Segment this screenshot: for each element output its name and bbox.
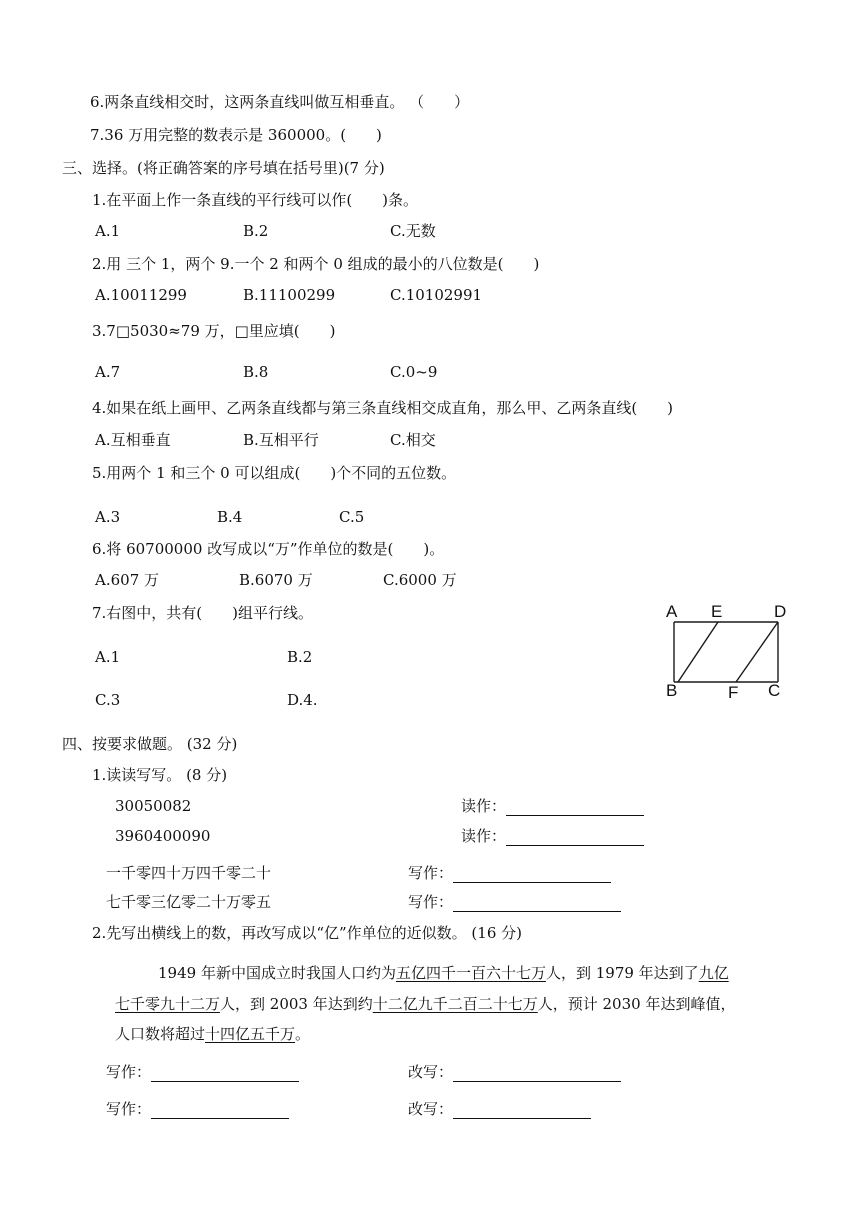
s3-q6-stem: 6.将 60700000 改写成以“万”作单位的数是( )。 — [92, 540, 445, 558]
s3-q6-option-a: A.607 万 — [95, 571, 159, 589]
answer-blank-p2-rewrite-1[interactable] — [453, 1065, 621, 1082]
s4-p1-write-1 — [408, 863, 611, 883]
paragraph-text: 。 — [295, 1025, 311, 1043]
s3-q3-option-b: B.8 — [243, 363, 269, 381]
s3-q1-stem: 1.在平面上作一条直线的平行线可以作( )条。 — [92, 191, 419, 209]
write-label: 写作： — [106, 1063, 152, 1081]
s3-q5-stem: 5.用两个 1 和三个 0 可以组成( )个不同的五位数。 — [92, 464, 457, 482]
s4-p1-words-1: 一千零四十万四千零二十 — [106, 864, 272, 882]
s3-q2-stem: 2.用 三个 1，两个 9.一个 2 和两个 0 组成的最小的八位数是( ) — [92, 255, 540, 273]
s3-q2-option-c: C.10102991 — [390, 286, 483, 304]
figure-label-b: B — [666, 681, 678, 700]
paragraph-text: 人，预计 2030 年达到峰值， — [537, 995, 736, 1013]
s4-p2-paragraph-line-3 — [115, 1024, 310, 1044]
figure-label-d: D — [774, 602, 787, 621]
s4-p1-write-2 — [408, 892, 621, 912]
s3-q3-option-a: A.7 — [95, 363, 121, 381]
s4-p1-title: 1.读读写写。 (8 分) — [92, 766, 228, 784]
s3-q1-option-c: C.无数 — [390, 222, 436, 240]
s3-q6-option-b: B.6070 万 — [239, 571, 313, 589]
s4-p2-title: 2.先写出横线上的数，再改写成以“亿”作单位的近似数。 (16 分) — [92, 924, 522, 942]
s3-q1-option-a: A.1 — [95, 222, 121, 240]
judge-q7: 7.36 万用完整的数表示是 360000。( ) — [90, 126, 382, 144]
figure-label-f: F — [728, 683, 739, 700]
s3-q3-stem: 3.7□5030≈79 万，□里应填( ) — [92, 322, 336, 340]
s4-p1-words-2: 七千零三亿零二十万零五 — [106, 893, 272, 911]
underlined-number-3: 十二亿九千二百二十七万 — [372, 995, 538, 1013]
read-label: 读作： — [461, 827, 507, 845]
s3-q5-option-a: A.3 — [95, 508, 121, 526]
s3-q7-option-c: C.3 — [95, 691, 121, 709]
figure-label-a: A — [666, 602, 678, 621]
answer-blank-write-1[interactable] — [453, 866, 611, 883]
write-label: 写作： — [106, 1100, 152, 1118]
s3-q2-option-b: B.11100299 — [243, 286, 336, 304]
s4-p1-read-2 — [461, 826, 644, 846]
paragraph-text: 人口数将超过 — [115, 1025, 206, 1043]
section4-title: 四、按要求做题。 (32 分) — [62, 735, 238, 753]
s3-q5-option-c: C.5 — [339, 508, 365, 526]
figure-lines — [674, 622, 778, 682]
answer-blank-p2-rewrite-2[interactable] — [453, 1102, 591, 1119]
parallel-lines-figure — [664, 602, 790, 700]
underlined-number-2a: 九亿 — [698, 964, 729, 982]
s3-q1-option-b: B.2 — [243, 222, 269, 240]
s3-q7-option-a: A.1 — [95, 648, 121, 666]
answer-blank-p2-write-1[interactable] — [151, 1065, 299, 1082]
s3-q6-option-c: C.6000 万 — [383, 571, 457, 589]
s3-q4-option-a: A.互相垂直 — [95, 431, 171, 449]
figure-label-c: C — [768, 681, 781, 700]
s4-p2-paragraph-line-1 — [158, 963, 729, 983]
judge-q6: 6.两条直线相交时，这两条直线叫做互相垂直。 （ ） — [90, 93, 470, 111]
s3-q7-option-d: D.4. — [287, 691, 318, 709]
s4-p2-paragraph-line-2 — [115, 994, 735, 1014]
s3-q4-stem: 4.如果在纸上画甲、乙两条直线都与第三条直线相交成直角，那么甲、乙两条直线( ) — [92, 399, 674, 417]
write-label: 写作： — [408, 893, 454, 911]
s3-q7-stem: 7.右图中，共有( )组平行线。 — [92, 604, 314, 622]
section3-title: 三、选择。(将正确答案的序号填在括号里)(7 分) — [62, 159, 385, 177]
s4-p2-write-2 — [106, 1099, 289, 1119]
paragraph-text: 人，到 1979 年达到了 — [545, 964, 699, 982]
s3-q7-option-b: B.2 — [287, 648, 313, 666]
s4-p2-rewrite-2 — [408, 1099, 591, 1119]
s3-q4-option-c: C.相交 — [390, 431, 436, 449]
s3-q2-option-a: A.10011299 — [95, 286, 187, 304]
answer-blank-p2-write-2[interactable] — [151, 1102, 289, 1119]
write-label: 写作： — [408, 864, 454, 882]
rewrite-label: 改写： — [408, 1063, 454, 1081]
underlined-number-4: 十四亿五千万 — [205, 1025, 296, 1043]
s4-p1-number-1: 30050082 — [115, 797, 192, 815]
underlined-number-2b: 七千零九十二万 — [115, 995, 221, 1013]
s3-q4-option-b: B.互相平行 — [243, 431, 319, 449]
s4-p1-number-2: 3960400090 — [115, 827, 211, 845]
paragraph-text: 人，到 2003 年达到约 — [220, 995, 373, 1013]
figure-label-e: E — [711, 602, 723, 621]
rewrite-label: 改写： — [408, 1100, 454, 1118]
s4-p2-rewrite-1 — [408, 1062, 621, 1082]
answer-blank-read-2[interactable] — [506, 829, 644, 846]
s4-p1-read-1 — [461, 796, 644, 816]
answer-blank-read-1[interactable] — [506, 799, 644, 816]
underlined-number-1: 五亿四千一百六十七万 — [395, 964, 546, 982]
answer-blank-write-2[interactable] — [453, 895, 621, 912]
s3-q5-option-b: B.4 — [217, 508, 243, 526]
s3-q3-option-c: C.0~9 — [390, 363, 438, 381]
read-label: 读作： — [461, 797, 507, 815]
paragraph-text: 1949 年新中国成立时我国人口约为 — [158, 964, 396, 982]
s4-p2-write-1 — [106, 1062, 299, 1082]
